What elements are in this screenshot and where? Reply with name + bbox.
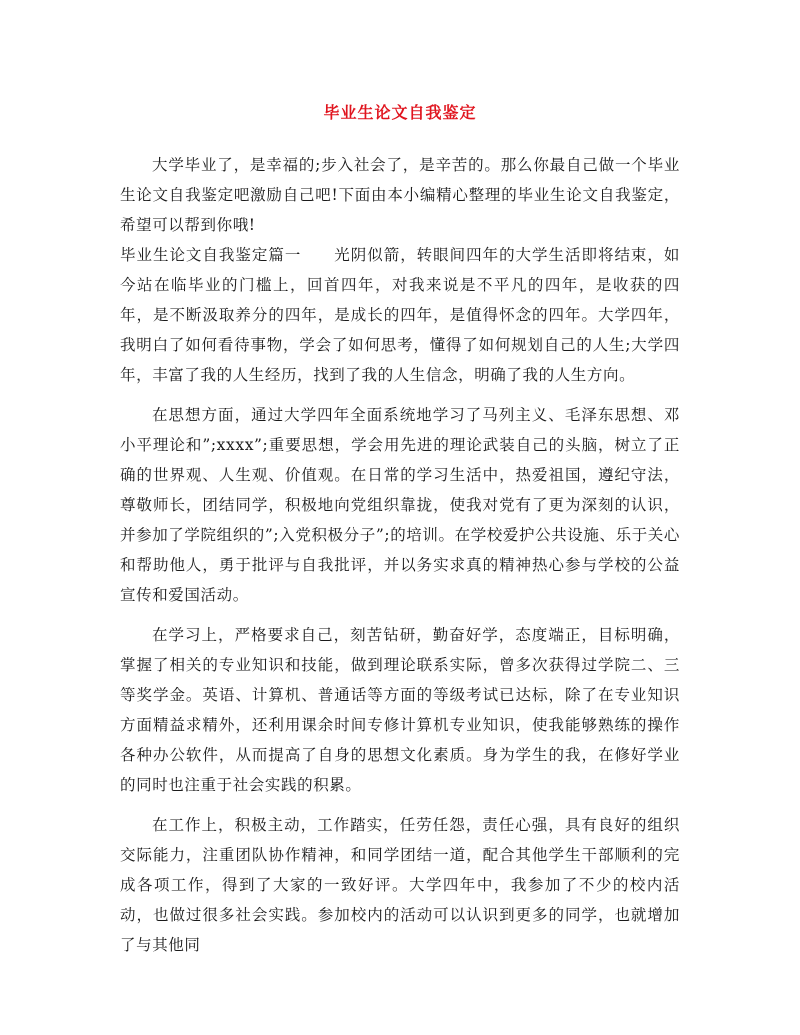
work-paragraph: 在工作上，积极主动，工作踏实，任劳任怨，责任心强，具有良好的组织交际能力，注重团队协作精神，和同学团结一道，配合其他学生干部顺利的完成各项工作，得到了大家的一致好评。大学四年中，我参加了不少的校内活动，也做过很多社会实践。参加校内的活动可以认识到更多的同学，也就增加了与其他同 [120, 816, 680, 954]
document-body [120, 150, 680, 960]
intro-paragraph: 大学毕业了，是幸福的;步入社会了，是辛苦的。那么你最自己做一个毕业生论文自我鉴定吧激励自己吧!下面由本小编精心整理的毕业生论文自我鉴定，希望可以帮到你哦! [120, 156, 680, 234]
ideology-paragraph: 在思想方面，通过大学四年全面系统地学习了马列主义、毛泽东思想、邓小平理论和”;xxxx”;重要思想，学会用先进的理论武装自己的头脑，树立了正确的世界观、人生观、价值观。在日常的学习生活中，热爱祖国，遵纪守法，尊敬师长，团结同学，积极地向党组织靠拢，使我对党有了更为深刻的认识，并参加了学院组织的”;入党积极分子”;的培训。在学校爱护公共设施、乐于关心和帮助他人，勇于批评与自我批评，并以务实求真的精神热心参与学校的公益宣传和爱国活动。 [120, 406, 680, 604]
document-title: 毕业生论文自我鉴定 [323, 103, 477, 122]
section-one-paragraph: 毕业生论文自我鉴定篇一 光阴似箭，转眼间四年的大学生活即将结束，如今站在临毕业的门槛上，回首四年，对我来说是不平凡的四年，是收获的四年，是不断汲取养分的四年，是成长的四年，是值得怀念的四年。大学四年，我明白了如何看待事物，学会了如何思考，懂得了如何规划自己的人生;大学四年，丰富了我的人生经历，找到了我的人生信念，明确了我的人生方向。 [120, 246, 680, 384]
study-paragraph: 在学习上，严格要求自己，刻苦钻研，勤奋好学，态度端正，目标明确，掌握了相关的专业知识和技能，做到理论联系实际，曾多次获得过学院二、三等奖学金。英语、计算机、普通话等方面的等级考试已达标，除了在专业知识方面精益求精外，还利用课余时间专修计算机专业知识，使我能够熟练的操作各种办公软件，从而提高了自身的思想文化素质。身为学生的我，在修好学业的同时也注重于社会实践的积累。 [120, 626, 680, 794]
